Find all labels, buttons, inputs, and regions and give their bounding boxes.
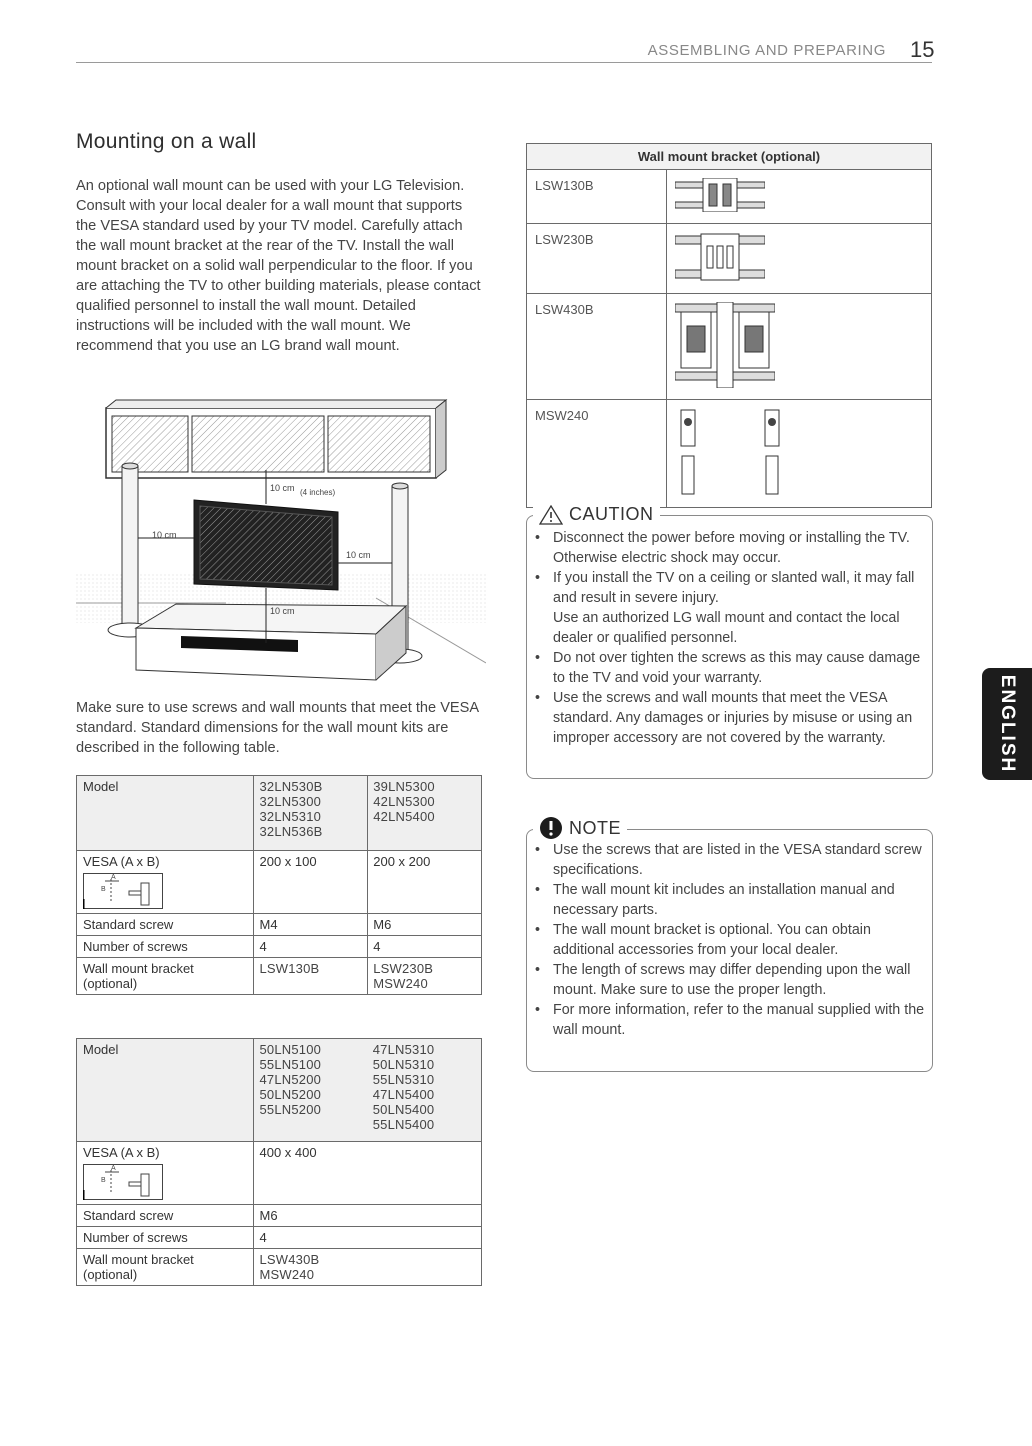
vesa-a-label: A <box>111 874 116 881</box>
wall-cabinet <box>106 400 446 478</box>
bracket-model: LSW230B <box>373 961 434 976</box>
model-name: 32LN530B <box>259 779 323 794</box>
list-item <box>527 688 932 748</box>
info-icon <box>539 816 563 840</box>
bracket-model: LSW130B <box>259 961 320 976</box>
table-row <box>77 1205 482 1227</box>
standard-screw-label: Standard screw <box>77 914 254 936</box>
vesa-label: VESA (A x B) <box>83 854 160 869</box>
table-row <box>527 294 932 400</box>
bracket-image-cell <box>666 400 931 508</box>
model-list <box>368 776 482 851</box>
model-name: 47LN5200 <box>259 1072 322 1087</box>
table-row <box>77 1227 482 1249</box>
caution-box <box>526 504 933 779</box>
vesa-value: 400 x 400 <box>254 1142 482 1205</box>
screw-value: M6 <box>368 914 482 936</box>
number-of-screws-label: Number of screws <box>77 1227 254 1249</box>
model-name: 32LN536B <box>259 824 323 839</box>
table-row <box>77 851 482 914</box>
vesa-value: 200 x 200 <box>368 851 482 914</box>
header-section-title: ASSEMBLING AND PREPARING <box>647 42 886 59</box>
bracket-label-line: (optional) <box>83 1267 138 1282</box>
vesa-cell <box>77 851 254 914</box>
list-item: • The length of screws may differ depending upon the wall mount. Make sure to use the proper length. <box>527 960 932 1000</box>
bracket-image-cell <box>666 170 931 224</box>
screw-value: M4 <box>254 914 368 936</box>
caution-heading <box>533 504 660 525</box>
table-row <box>77 776 482 851</box>
bracket-model: MSW240 <box>373 976 428 991</box>
note-list <box>527 840 932 1040</box>
bracket-label-line: (optional) <box>83 976 138 991</box>
bracket-model: LSW430B <box>259 1252 320 1267</box>
model-name: 55LN5100 <box>259 1057 322 1072</box>
model-list <box>254 776 368 851</box>
caution-text: Use an authorized LG wall mount and contact the local dealer or qualified personnel. <box>553 610 900 646</box>
wall-mount-clearance-diagram <box>76 398 486 684</box>
page-title: Mounting on a wall <box>76 130 257 153</box>
bracket-model: MSW240 <box>259 1267 315 1282</box>
spec-table-1 <box>76 775 482 995</box>
caution-text: Do not over tighten the screws as this may cause damage to the TV and void your warranty. <box>553 650 921 686</box>
vesa-label: VESA (A x B) <box>83 1145 160 1160</box>
page-number: 15 <box>910 37 935 62</box>
vesa-note-paragraph: Make sure to use screws and wall mounts that meet the VESA standard. Standard dimensions for the wall mount kits are described in the following table. <box>76 700 479 756</box>
caution-list <box>527 528 932 748</box>
model-name: 32LN5310 <box>259 809 322 824</box>
model-name: 47LN5310 <box>372 1042 435 1057</box>
caution-title: CAUTION <box>569 504 654 524</box>
table-row <box>77 1039 482 1142</box>
note-title: NOTE <box>569 817 622 838</box>
model-name: 50LN5100 <box>259 1042 322 1057</box>
bottom-gap-label: 10 cm <box>270 606 295 616</box>
msw240-bracket-image <box>675 408 785 496</box>
note-box <box>526 817 933 1072</box>
model-name: 50LN5400 <box>372 1102 435 1117</box>
model-name: 55LN5310 <box>372 1072 435 1087</box>
bracket-models <box>368 958 482 995</box>
screw-count: 4 <box>254 1227 482 1249</box>
bracket-models <box>254 1249 482 1286</box>
list-item: • For more information, refer to the manual supplied with the wall mount. <box>527 1000 932 1040</box>
model-name: 50LN5310 <box>372 1057 435 1072</box>
vesa-b-label: B <box>101 886 106 893</box>
list-item <box>527 648 932 688</box>
bracket-label-line: Wall mount bracket <box>83 961 194 976</box>
table-row <box>527 170 932 224</box>
bracket-label <box>77 1249 254 1286</box>
list-item: • The wall mount kit includes an installation manual and necessary parts. <box>527 880 932 920</box>
intro-paragraph: An optional wall mount can be used with your LG Television. Consult with your local dealer for a wall mount that supports the VESA standard used by your TV model. Carefully attach the wall mount bracket at the rear of the TV. Install the wall mount bracket on a solid wall perpendicular to the floor. If you are attaching the TV to other building materials, please contact qualified personnel to install the wall mount. Detailed instructions will be included with the wall mount. We recommend that you use an LG brand wall mount. <box>76 178 481 354</box>
table-row <box>77 914 482 936</box>
table-row <box>77 1142 482 1205</box>
vesa-dimension-icon <box>83 873 163 909</box>
bracket-image-cell <box>666 294 931 400</box>
wall-mount-bracket-table <box>526 143 932 508</box>
table-row <box>527 224 932 294</box>
table-row <box>77 936 482 958</box>
model-name: 42LN5400 <box>373 809 435 824</box>
language-tab-label: ENGLISH <box>997 674 1018 774</box>
spec-table-2 <box>76 1038 482 1286</box>
bracket-table-title: Wall mount bracket (optional) <box>527 144 932 170</box>
model-name: 39LN5300 <box>373 779 435 794</box>
model-list <box>368 1039 482 1142</box>
standard-screw-label: Standard screw <box>77 1205 254 1227</box>
model-name: 47LN5400 <box>372 1087 435 1102</box>
note-heading <box>533 816 627 840</box>
list-item <box>527 568 932 648</box>
screw-count: 4 <box>368 936 482 958</box>
table-row <box>77 1249 482 1286</box>
caution-text: • If you install the TV on a ceiling or slanted wall, it may fall and result in severe injury. <box>553 570 915 606</box>
screw-value: M6 <box>254 1205 482 1227</box>
table-row <box>77 958 482 995</box>
language-tab <box>982 668 1032 780</box>
bracket-name: LSW130B <box>527 170 667 224</box>
model-name: 55LN5400 <box>372 1117 435 1132</box>
bracket-label-line: Wall mount bracket <box>83 1252 194 1267</box>
lsw230b-bracket-image <box>675 232 765 282</box>
table-row <box>527 400 932 508</box>
list-item <box>527 528 932 568</box>
header-rule <box>76 62 932 63</box>
caution-text: Disconnect the power before moving or installing the TV. Otherwise electric shock may occur. <box>553 530 910 566</box>
caution-text: Use the screws and wall mounts that meet the VESA standard. Any damages or injuries by misuse or using an improper accessory are not covered by the warranty. <box>553 690 913 746</box>
bracket-name: LSW230B <box>527 224 667 294</box>
wall-mounted-tv <box>194 500 338 590</box>
screw-count: 4 <box>254 936 368 958</box>
model-name: 55LN5200 <box>259 1102 322 1117</box>
lsw430b-bracket-image <box>675 302 775 388</box>
model-label: Model <box>77 1039 254 1142</box>
vesa-b-label: B <box>101 1177 106 1184</box>
right-gap-label: 10 cm <box>346 550 371 560</box>
lsw130b-bracket-image <box>675 178 765 212</box>
bracket-image-cell <box>666 224 931 294</box>
model-label: Model <box>77 776 254 851</box>
vesa-cell <box>77 1142 254 1205</box>
list-item: • The wall mount bracket is optional. You can obtain additional accessories from your local dealer. <box>527 920 932 960</box>
warning-triangle-icon <box>539 505 563 525</box>
table-row <box>527 144 932 170</box>
model-name: 42LN5300 <box>373 794 435 809</box>
bracket-name: LSW430B <box>527 294 667 400</box>
bracket-name: MSW240 <box>527 400 667 508</box>
number-of-screws-label: Number of screws <box>77 936 254 958</box>
bracket-label <box>77 958 254 995</box>
top-gap-label: 10 cm <box>270 483 295 493</box>
model-name: 50LN5200 <box>259 1087 322 1102</box>
vesa-dimension-icon <box>83 1164 163 1200</box>
vesa-a-label: A <box>111 1165 116 1172</box>
model-name: 32LN5300 <box>259 794 322 809</box>
bracket-models <box>254 958 368 995</box>
vesa-value: 200 x 100 <box>254 851 368 914</box>
model-list <box>254 1039 368 1142</box>
list-item: • Use the screws that are listed in the VESA standard screw specifications. <box>527 840 932 880</box>
top-gap-inches-label: (4 inches) <box>300 488 336 497</box>
left-gap-label: 10 cm <box>152 530 177 540</box>
